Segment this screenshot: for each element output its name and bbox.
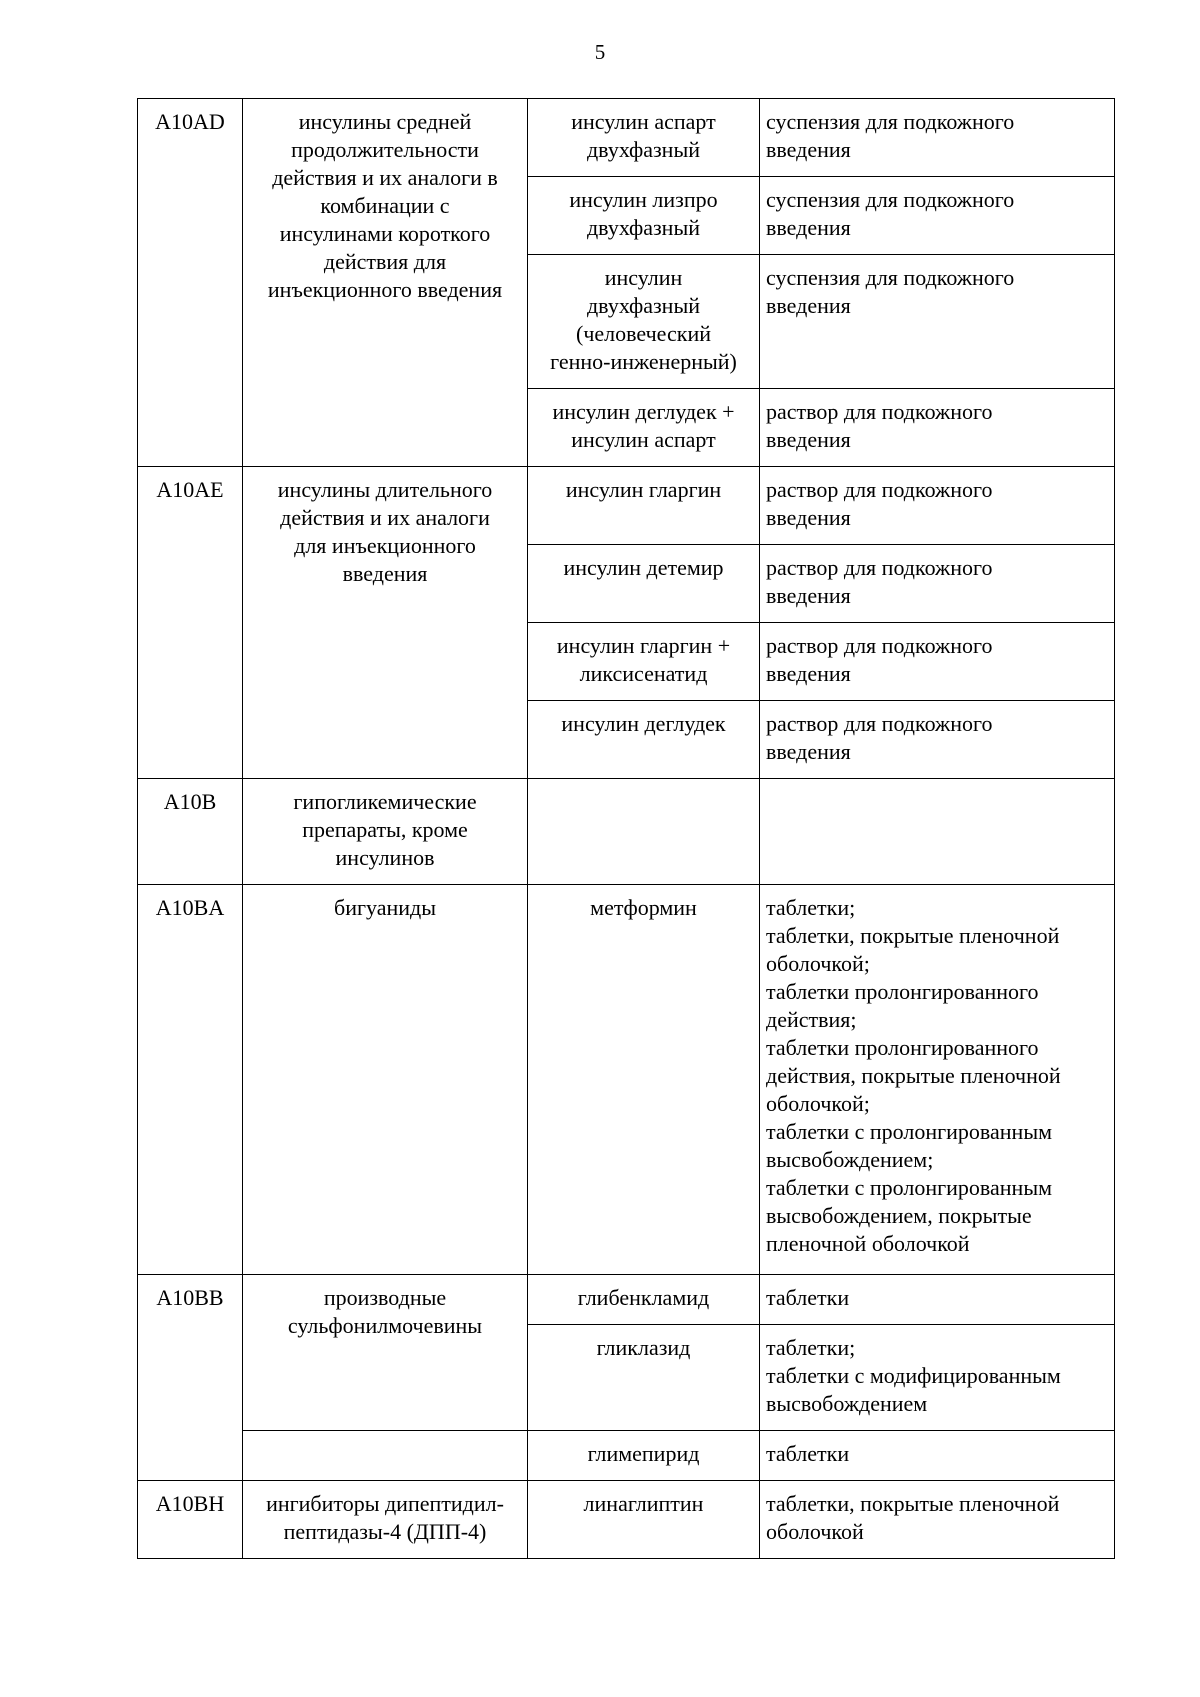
drug-name-cell (528, 255, 760, 389)
group-name-text: инсулины длительного действия и их аналоги для инъекционного введения (277, 477, 493, 586)
table-row (138, 779, 1115, 885)
drug-name-text: глимепирид (587, 1441, 700, 1466)
drug-name-text: инсулин гларгин + ликсисенатид (556, 633, 731, 686)
drug-name-text: глибенкламид (577, 1285, 710, 1310)
drug-name-cell (528, 1275, 760, 1325)
group-name-cell-empty (243, 1431, 528, 1481)
dosage-form-cell: раствор для подкожного введения (760, 623, 1115, 701)
table-row (138, 885, 1115, 1275)
drug-name-cell (528, 99, 760, 177)
group-name-text: производные сульфонилмочевины (287, 1285, 483, 1338)
dosage-form-cell: суспензия для подкожного введения (760, 177, 1115, 255)
drug-name-cell (528, 389, 760, 467)
atc-code-cell: A10B (138, 779, 243, 885)
drug-name-cell (528, 177, 760, 255)
group-name-cell (243, 885, 528, 1275)
drug-name-text: инсулин детемир (563, 555, 724, 580)
atc-code-cell: A10BB (138, 1275, 243, 1481)
drug-name-text: инсулин деглудек + инсулин аспарт (552, 399, 735, 452)
drug-name-text: инсулин лизпро двухфазный (569, 187, 718, 240)
dosage-form-cell: таблетки; таблетки с модифицированным высвобождением (760, 1325, 1115, 1431)
group-name-cell (243, 779, 528, 885)
drug-name-cell (528, 623, 760, 701)
group-name-text: бигуаниды (334, 895, 436, 920)
drug-name-text: линаглиптин (583, 1491, 704, 1516)
atc-code-cell: A10BA (138, 885, 243, 1275)
group-name-text: инсулины средней продолжительности действия и их аналоги в комбинации с инсулинами короткого действия для инъекционного введения (267, 109, 503, 302)
dosage-form-cell: раствор для подкожного введения (760, 701, 1115, 779)
drug-name-cell (528, 1481, 760, 1559)
drug-name-cell (528, 1325, 760, 1431)
dosage-form-cell (760, 779, 1115, 885)
table-row (138, 99, 1115, 177)
dosage-form-cell: таблетки; таблетки, покрытые пленочной оболочкой; таблетки пролонгированного действия; таблетки пролонгированного действия, покрытые пленочной оболочкой; таблетки с пролонгированным высвобождением; таблетки с пролонгированным высвобождением, покрытые пленочной оболочкой (760, 885, 1115, 1275)
drug-name-cell (528, 885, 760, 1275)
dosage-form-cell: таблетки (760, 1431, 1115, 1481)
group-name-cell (243, 99, 528, 467)
table-row (138, 1431, 1115, 1481)
drug-name-cell (528, 1431, 760, 1481)
dosage-form-cell: суспензия для подкожного введения (760, 255, 1115, 389)
dosage-form-cell: раствор для подкожного введения (760, 545, 1115, 623)
drug-name-text: инсулин гларгин (565, 477, 722, 502)
drug-name-cell (528, 779, 760, 885)
table-row (138, 1275, 1115, 1325)
atc-code-cell: A10AD (138, 99, 243, 467)
dosage-form-cell: раствор для подкожного введения (760, 467, 1115, 545)
dosage-form-cell: таблетки (760, 1275, 1115, 1325)
dosage-form-cell: раствор для подкожного введения (760, 389, 1115, 467)
page-number: 5 (594, 40, 606, 64)
drug-name-text: гликлазид (596, 1335, 691, 1360)
group-name-text: ингибиторы дипептидил- пептидазы-4 (ДПП-4) (266, 1491, 504, 1544)
dosage-form-cell: таблетки, покрытые пленочной оболочкой (760, 1481, 1115, 1559)
table-row (138, 1481, 1115, 1559)
group-name-text: гипогликемические препараты, кроме инсулинов (293, 789, 477, 870)
drug-name-text: инсулин аспарт двухфазный (571, 109, 716, 162)
drug-name-text: метформин (590, 895, 697, 920)
drug-name-cell (528, 701, 760, 779)
dosage-form-cell: суспензия для подкожного введения (760, 99, 1115, 177)
group-name-cell (243, 467, 528, 779)
atc-code-cell: A10BH (138, 1481, 243, 1559)
drug-name-cell (528, 467, 760, 545)
group-name-cell (243, 1481, 528, 1559)
group-name-cell (243, 1275, 528, 1431)
drug-name-text: инсулин деглудек (561, 711, 726, 736)
drug-classification-table (137, 98, 1115, 1559)
atc-code-cell: A10AE (138, 467, 243, 779)
table-row (138, 467, 1115, 545)
drug-name-text: инсулин двухфазный (человеческий генно-инженерный) (550, 265, 737, 374)
drug-name-cell (528, 545, 760, 623)
